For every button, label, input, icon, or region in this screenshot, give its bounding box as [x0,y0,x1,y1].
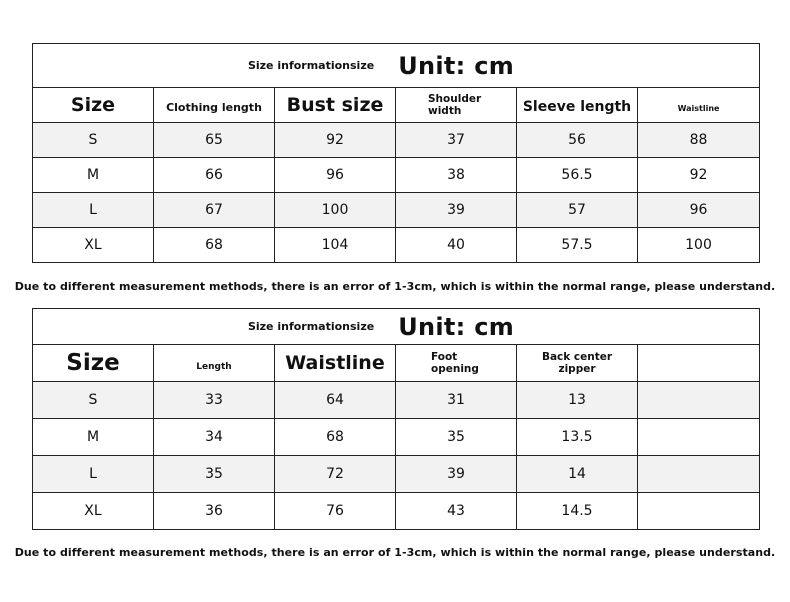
waistline-cell: 64 [275,382,396,419]
length-cell: 36 [154,493,275,530]
size-cell: S [33,382,154,419]
sleeve-length-cell: 57 [517,193,638,228]
header-shoulder-width: Shoulder width [396,88,517,123]
bust-size-cell: 100 [275,193,396,228]
table-row [33,123,760,158]
size-cell: L [33,193,154,228]
waistline-cell: 92 [638,158,760,193]
clothing-length-cell: 68 [154,228,275,263]
empty-cell [638,382,760,419]
header-size: Size [33,88,154,123]
waistline-cell: 88 [638,123,760,158]
shoulder-width-cell: 38 [396,158,517,193]
unit-label: Unit: cm [398,51,515,80]
header-waistline: Waistline [275,345,396,382]
back-center-zipper-cell: 13 [517,382,638,419]
empty-cell [638,493,760,530]
size-cell: XL [33,493,154,530]
back-center-zipper-cell: 14 [517,456,638,493]
header-empty [638,345,760,382]
unit-label: Unit: cm [398,312,515,341]
bust-size-cell: 104 [275,228,396,263]
sleeve-length-cell: 57.5 [517,228,638,263]
size-info-label: Size informationsize [247,59,375,72]
length-cell: 35 [154,456,275,493]
shoulder-width-cell: 37 [396,123,517,158]
clothing-length-cell: 67 [154,193,275,228]
waistline-cell: 76 [275,493,396,530]
header-foot-opening: Foot opening [396,345,517,382]
header-row [33,345,760,382]
size-info-label: Size informationsize [247,320,375,333]
table-row [33,158,760,193]
bottom-size-table [32,308,760,530]
waistline-cell: 100 [638,228,760,263]
sleeve-length-cell: 56 [517,123,638,158]
table-row [33,493,760,530]
size-cell: M [33,419,154,456]
shoulder-width-cell: 39 [396,193,517,228]
size-cell: S [33,123,154,158]
waistline-cell: 68 [275,419,396,456]
back-center-zipper-cell: 14.5 [517,493,638,530]
foot-opening-cell: 43 [396,493,517,530]
header-length: Length [154,345,275,382]
bust-size-cell: 96 [275,158,396,193]
measurement-note: Due to different measurement methods, there is an error of 1-3cm, which is within the normal range, please understand. [14,546,776,559]
foot-opening-cell: 39 [396,456,517,493]
header-waistline: Waistline [638,88,760,123]
measurement-note: Due to different measurement methods, there is an error of 1-3cm, which is within the normal range, please understand. [14,280,776,293]
bust-size-cell: 92 [275,123,396,158]
empty-cell [638,456,760,493]
size-cell: L [33,456,154,493]
table-row [33,193,760,228]
length-cell: 33 [154,382,275,419]
header-size: Size [33,345,154,382]
clothing-length-cell: 66 [154,158,275,193]
header-sleeve-length: Sleeve length [517,88,638,123]
sleeve-length-cell: 56.5 [517,158,638,193]
table-row [33,419,760,456]
header-clothing-length: Clothing length [154,88,275,123]
table-title-row [33,44,760,88]
empty-cell [638,419,760,456]
table-row [33,382,760,419]
foot-opening-cell: 31 [396,382,517,419]
header-row [33,88,760,123]
top-size-table [32,43,760,263]
table-title-cell [33,44,760,88]
foot-opening-cell: 35 [396,419,517,456]
waistline-cell: 96 [638,193,760,228]
table-row [33,228,760,263]
header-bust-size: Bust size [275,88,396,123]
header-back-center-zipper: Back center zipper [517,345,638,382]
waistline-cell: 72 [275,456,396,493]
shoulder-width-cell: 40 [396,228,517,263]
table-title-cell [33,309,760,345]
clothing-length-cell: 65 [154,123,275,158]
size-cell: M [33,158,154,193]
back-center-zipper-cell: 13.5 [517,419,638,456]
table-row [33,456,760,493]
size-cell: XL [33,228,154,263]
table-title-row [33,309,760,345]
length-cell: 34 [154,419,275,456]
